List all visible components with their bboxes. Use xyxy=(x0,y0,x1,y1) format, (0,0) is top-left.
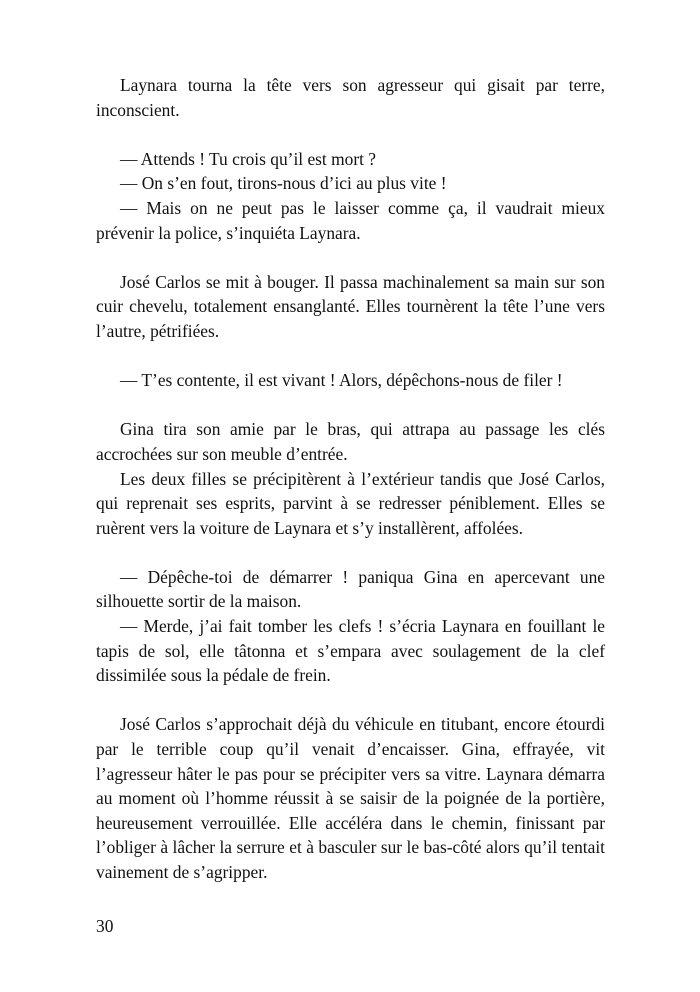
paragraph-spacer xyxy=(96,122,605,147)
paragraph: Les deux filles se précipitèrent à l’extérieur tandis que José Carlos, qui reprenait ses esprits, parvint à se redresser péniblement. Elles se ruèrent vers la voiture de Laynara et s’y installèrent, affolées. xyxy=(96,468,605,538)
paragraph: Gina tira son amie par le bras, qui attrapa au passage les clés accrochées sur son meuble d’entrée. xyxy=(96,419,605,464)
dialogue-line: — T’es contente, il est vivant ! Alors, dépêchons-nous de filer ! xyxy=(120,370,563,391)
dialogue-line: — On s’en fout, tirons-nous d’ici au plus vite ! xyxy=(120,173,447,194)
dialogue-line: — Mais on ne peut pas le laisser comme ça, il vaudrait mieux prévenir la police, s’inquiéta Laynara. xyxy=(96,197,605,243)
page-body xyxy=(96,73,605,885)
paragraph-spacer xyxy=(96,344,605,369)
paragraph: Laynara tourna la tête vers son agresseur qui gisait par terre, inconscient. xyxy=(96,75,605,120)
paragraph-spacer xyxy=(96,245,605,270)
paragraph-spacer xyxy=(96,393,605,418)
paragraph: José Carlos s’approchait déjà du véhicule en titubant, encore étourdi par le terrible coup qu’il venait d’encaisser. Gina, effrayée, vit l’agresseur hâter le pas pour se précipiter vers sa vitre. Laynara démarra au moment où l’homme réussit à se saisir de la poignée de la portière, heureusement verrouillée. Elle accéléra dans le chemin, finissant par l’obliger à lâcher la serrure et à basculer sur le bas-côté alors qu’il tentait vainement de s’agripper. xyxy=(96,714,605,882)
page-number: 30 xyxy=(96,916,114,936)
paragraph-spacer xyxy=(96,540,605,565)
dialogue-line: — Attends ! Tu crois qu’il est mort ? xyxy=(120,148,377,169)
paragraph: José Carlos se mit à bouger. Il passa machinalement sa main sur son cuir chevelu, totalement ensanglanté. Elles tournèrent la tête l’une vers l’autre, pétrifiées. xyxy=(96,271,605,341)
dialogue-line: — Merde, j’ai fait tomber les clefs ! s’écria Laynara en fouillant le tapis de sol, elle tâtonna et s’empara avec soulagement de la clef dissimilée sous la pédale de frein. xyxy=(96,616,605,686)
dialogue-line: — Dépêche-toi de démarrer ! paniqua Gina en apercevant une silhouette sortir de la maison. xyxy=(96,566,605,612)
paragraph-spacer xyxy=(96,688,605,713)
